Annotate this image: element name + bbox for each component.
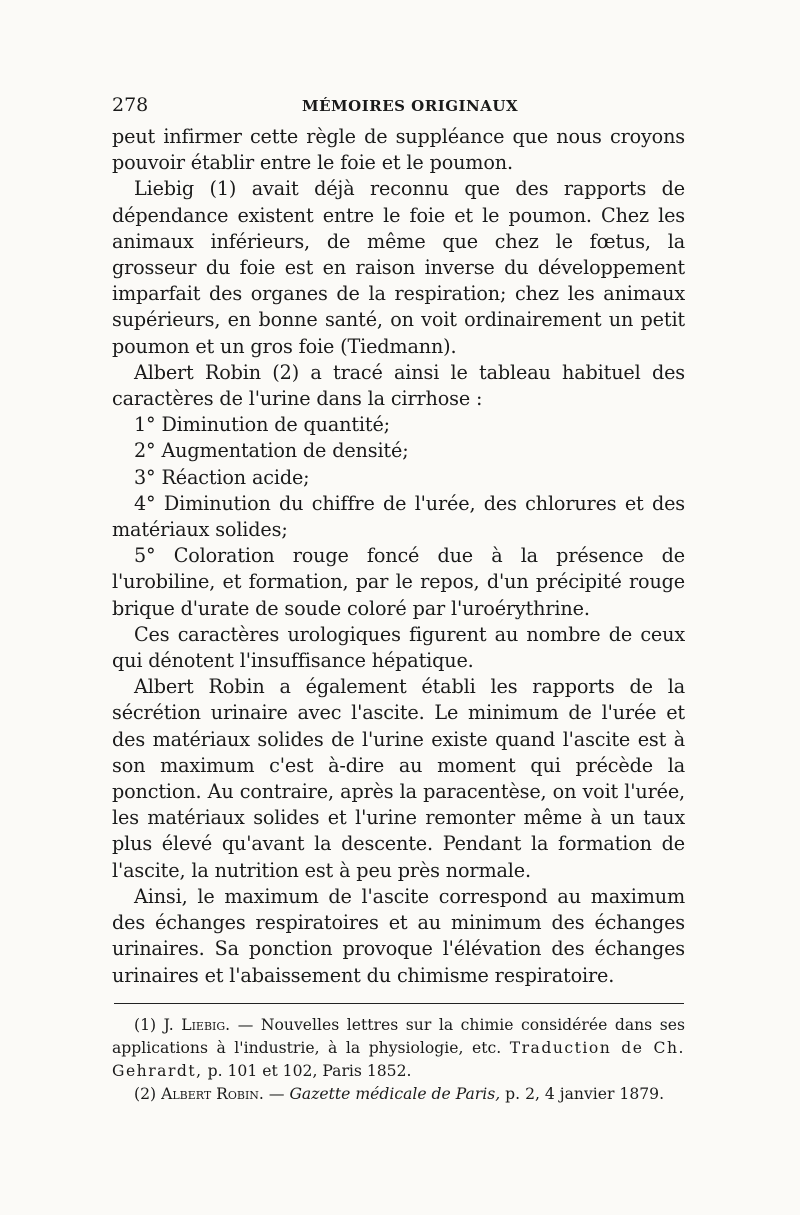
footnote-journal: Gazette médicale de Paris, <box>289 1084 501 1103</box>
footnotes <box>112 1014 685 1106</box>
paragraph: peut infirmer cette règle de suppléance que nous croyons pouvoir établir entre le foie et le poumon. <box>112 125 685 175</box>
paragraph: Ces caractères urologiques figurent au nombre de ceux qui dénotent l'insuffisance hépatique. <box>112 622 685 673</box>
list-item: 2° Augmentation de densité; <box>134 439 409 463</box>
list-item: 5° Coloration rouge foncé due à la présence de l'urobiline, et formation, par le repos, d'un précipité rouge brique d'urate de soude coloré par l'uroérythrine. <box>112 544 685 620</box>
footnote-1 <box>112 1014 685 1083</box>
footnote-mark: (1) <box>134 1015 157 1034</box>
running-head: MÉMOIRES ORIGINAUX <box>302 97 519 115</box>
footnote-2 <box>112 1083 685 1106</box>
paragraph: Ainsi, le maximum de l'ascite correspond au maximum des échanges respiratoires et au minimum des échanges urinaires. Sa ponction provoque l'élévation des échanges urinaires et l'abaissement du chimisme respiratoire. <box>112 884 685 987</box>
footnote-dash: — <box>268 1084 285 1103</box>
paragraph: Albert Robin a également établi les rapports de la sécrétion urinaire avec l'ascite. Le minimum de l'urée et des matériaux solides de l'urine existe quand l'ascite est à son maximum c'est à-dire au moment qui précède la ponction. Au contraire, après la paracentèse, on voit l'urée, les matériaux solides et l'urine remonter même à un taux plus élevé qu'avant la descente. Pendant la formation de l'ascite, la nutrition est à peu près normale. <box>112 675 685 882</box>
paragraph: Liebig (1) avait déjà reconnu que des rapports de dépendance existent entre le foie et le poumon. Chez les animaux inférieurs, de même que chez le fœtus, la grosseur du foie est en raison inverse du développement imparfait des organes de la respiration; chez les animaux supérieurs, en bonne santé, on voit ordinairement un petit poumon et un gros foie (Tiedmann). <box>112 177 685 358</box>
list-item: 3° Réaction acide; <box>134 465 310 489</box>
footnote-translation: Traduction de Ch. Gehrardt, <box>112 1038 685 1080</box>
footnote-author: J. Liebig. <box>163 1015 231 1034</box>
list-item: 1° Diminution de quantité; <box>134 413 390 437</box>
body-text <box>112 124 685 989</box>
page-number: 278 <box>112 94 149 116</box>
footnote-rest: p. 101 et 102, Paris 1852. <box>207 1061 412 1080</box>
list-item: 4° Diminution du chiffre de l'urée, des chlorures et des matériaux solides; <box>112 491 685 542</box>
page-header <box>112 94 685 124</box>
footnote-text: — Nouvelles lettres sur la chimie considérée dans ses applications à l'industrie, à la physiologie, etc. <box>112 1015 685 1057</box>
footnote-mark: (2) <box>134 1084 157 1103</box>
footnote-rule <box>114 1003 684 1004</box>
document-page <box>112 94 685 1106</box>
footnote-rest: p. 2, 4 janvier 1879. <box>505 1084 665 1103</box>
paragraph: Albert Robin (2) a tracé ainsi le tableau habituel des caractères de l'urine dans la cirrhose : <box>112 360 685 411</box>
footnote-author: Albert Robin. <box>161 1084 264 1103</box>
